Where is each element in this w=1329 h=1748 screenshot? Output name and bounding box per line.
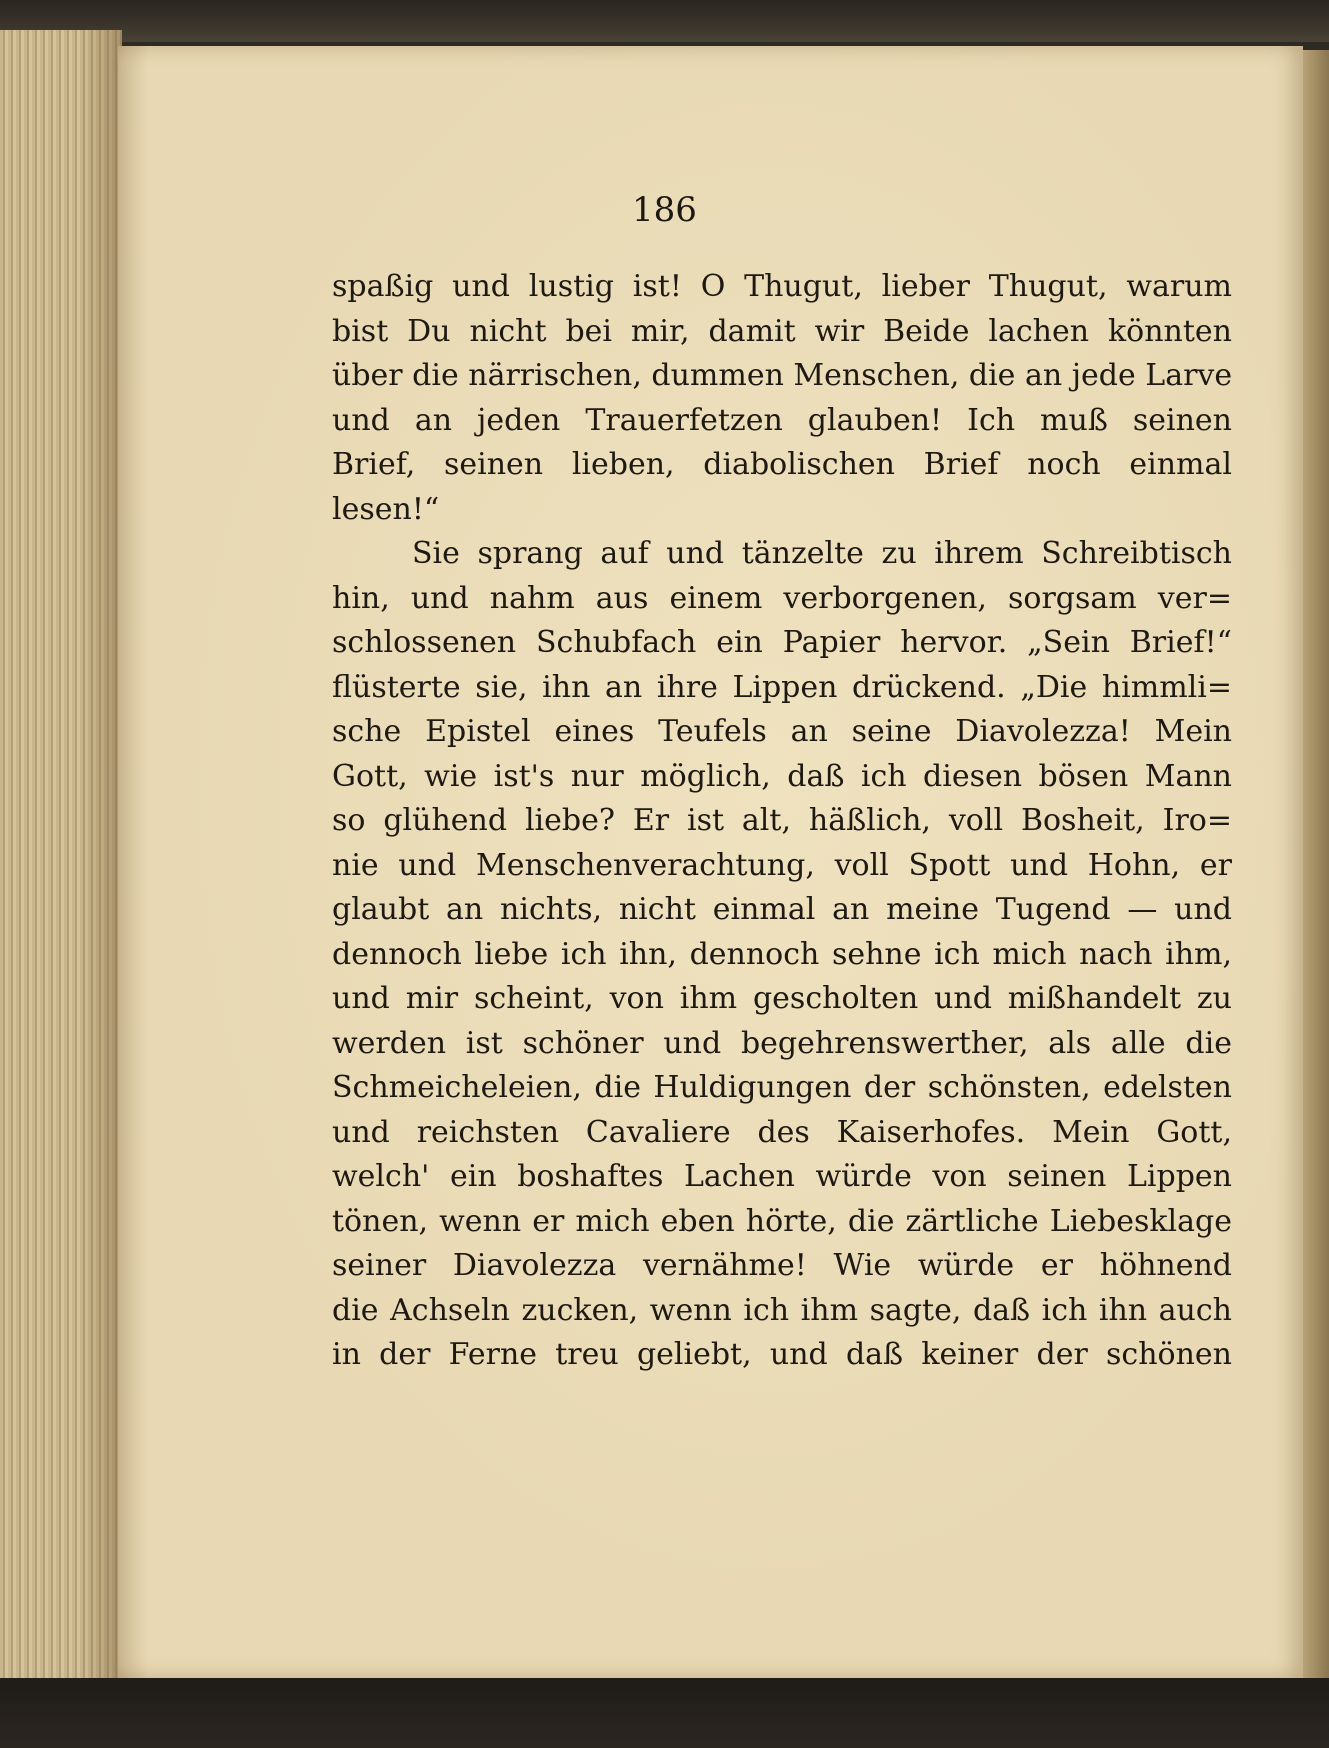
text-line: welch' ein boshaftes Lachen würde von seinen Lippen xyxy=(332,1159,1232,1194)
text-line: tönen, wenn er mich eben hörte, die zärtliche Liebesklage xyxy=(332,1203,1232,1239)
text-line: über die närrischen, dummen Menschen, die an jede Larve xyxy=(332,358,1233,393)
text-line: werden ist schöner und begehrenswerther, als alle die xyxy=(332,1025,1232,1061)
text-line: lesen!“ xyxy=(332,491,440,527)
text-line: die Achseln zucken, wenn ich ihm sagte, daß ich ihn auch xyxy=(332,1292,1232,1328)
text-line: Schmeicheleien, die Huldigungen der schönsten, edelsten xyxy=(332,1070,1232,1105)
binding-top-edge xyxy=(0,0,1329,42)
text-line: seiner Diavolezza vernähme! Wie würde er höhnend xyxy=(332,1248,1232,1283)
text-line: dennoch liebe ich ihn, dennoch sehne ich mich nach ihm, xyxy=(332,936,1232,972)
page-number: 186 xyxy=(632,190,697,230)
text-line: Gott, wie ist's nur möglich, daß ich diesen bösen Mann xyxy=(332,758,1232,794)
text-line: und reichsten Cavaliere des Kaiserhofes. Mein Gott, xyxy=(332,1114,1232,1150)
text-line: glaubt an nichts, nicht einmal an meine Tugend — und xyxy=(332,892,1232,927)
text-line: sche Epistel eines Teufels an seine Diavolezza! Mein xyxy=(332,714,1232,749)
text-line: so glühend liebe? Er ist alt, häßlich, voll Bosheit, Iro= xyxy=(332,803,1232,838)
text-line-paragraph-start: Sie sprang auf und tänzelte zu ihrem Schreibtisch xyxy=(412,536,1232,571)
stacked-page-edges xyxy=(0,30,122,1690)
text-line: und an jeden Trauerfetzen glauben! Ich muß seinen xyxy=(332,402,1232,438)
text-line: hin, und nahm aus einem verborgenen, sorgsam ver= xyxy=(332,580,1232,616)
text-line: und mir scheint, von ihm gescholten und mißhandelt zu xyxy=(332,981,1232,1016)
text-line: Brief, seinen lieben, diabolischen Brief noch einmal xyxy=(332,447,1232,482)
text-line: bist Du nicht bei mir, damit wir Beide lachen könnten xyxy=(332,313,1232,349)
text-line: nie und Menschenverachtung, voll Spott und Hohn, er xyxy=(332,847,1232,883)
page-gutter-edge xyxy=(1303,50,1329,1680)
text-line: schlossenen Schubfach ein Papier hervor. „Sein Brief!“ xyxy=(332,625,1232,660)
text-line: spaßig und lustig ist! O Thugut, lieber Thugut, warum xyxy=(332,269,1232,304)
binding-bottom-edge xyxy=(0,1678,1329,1748)
text-line: in der Ferne treu geliebt, und daß keiner der schönen xyxy=(332,1337,1232,1372)
body-text xyxy=(332,265,1232,1378)
text-line: flüsterte sie, ihn an ihre Lippen drückend. „Die himmli= xyxy=(332,669,1232,705)
